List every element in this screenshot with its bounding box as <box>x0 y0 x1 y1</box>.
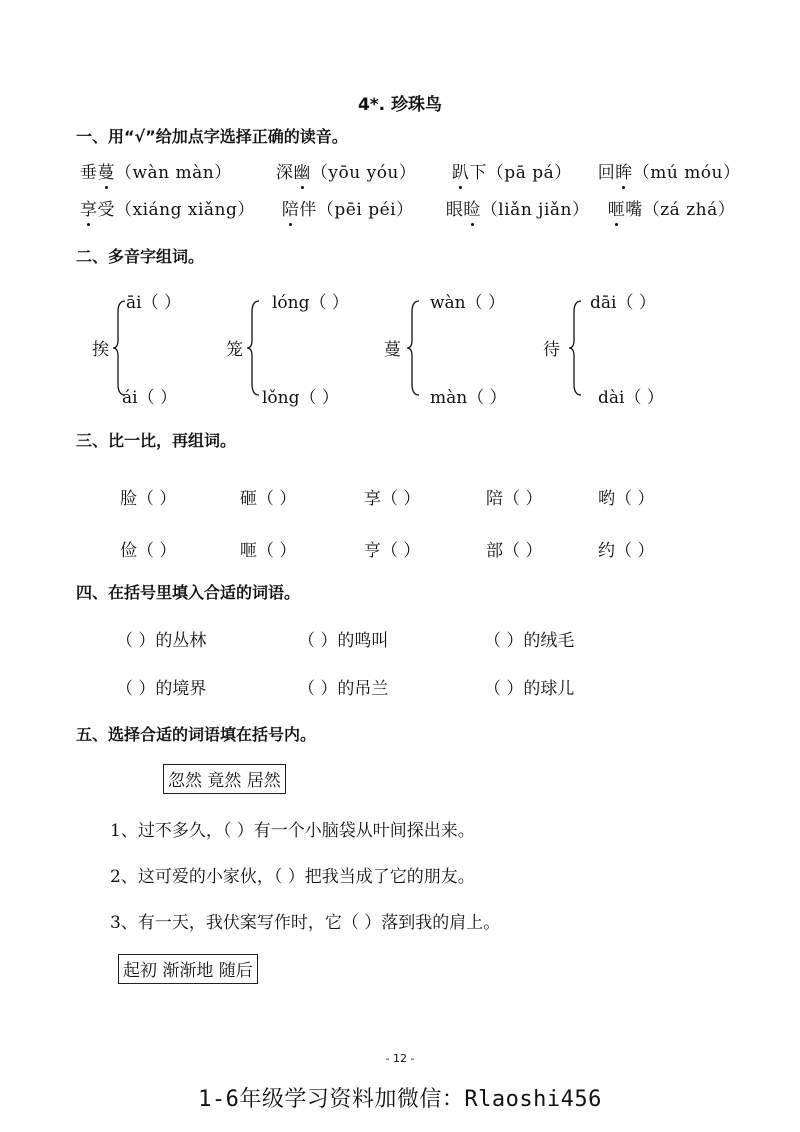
polyphone-bottom: màn（ ） <box>430 388 507 408</box>
compare-item: 砸（ ） <box>240 489 297 509</box>
compare-item: 亨（ ） <box>364 541 421 561</box>
s1-item: 趴下（pā pá） <box>451 163 572 183</box>
compare-item: 部（ ） <box>486 541 543 561</box>
compare-item: 脸（ ） <box>120 489 177 509</box>
page-number: - 12 - <box>385 1052 415 1065</box>
brace-icon <box>406 300 420 396</box>
polyphone-char: 待 <box>543 340 560 360</box>
s1-row-1 <box>80 158 741 183</box>
polyphone-top: āi（ ） <box>126 293 181 313</box>
compare-item: 哟（ ） <box>598 489 655 509</box>
page-title: 4*. 珍珠鸟 <box>357 95 443 115</box>
s1-item: 深幽（yōu yóu） <box>275 163 417 183</box>
word-bank-2: 起初 渐渐地 随后 <box>118 954 258 984</box>
fill-phrase: （ ）的境界 <box>116 679 207 699</box>
polyphone-bottom: dài（ ） <box>598 388 664 408</box>
polyphone-bottom: ái（ ） <box>122 388 177 408</box>
polyphone-char: 挨 <box>92 340 109 360</box>
brace-icon <box>246 300 260 396</box>
brace-icon <box>568 300 582 396</box>
footer-note: 1-6年级学习资料加微信：Rlaoshi456 <box>198 1087 602 1112</box>
compare-item: 俭（ ） <box>120 541 177 561</box>
fill-phrase: （ ）的球儿 <box>484 679 575 699</box>
fill-phrase: （ ）的吊兰 <box>298 679 389 699</box>
section-5-heading: 五、选择合适的词语填在括号内。 <box>76 725 317 744</box>
sentence-1: 1、过不多久，（ ）有一个小脑袋从叶间探出来。 <box>110 821 475 841</box>
compare-item: 享（ ） <box>364 489 421 509</box>
s1-item: 眼睑（liǎn jiǎn） <box>445 200 590 220</box>
section-1-heading: 一、用“√”给加点字选择正确的读音。 <box>76 127 348 146</box>
polyphone-top: lóng（ ） <box>272 293 349 313</box>
s1-item: 垂蔓（wàn màn） <box>80 163 232 183</box>
compare-item: 约（ ） <box>598 541 655 561</box>
polyphone-top: wàn（ ） <box>430 293 506 313</box>
compare-item: 陪（ ） <box>486 489 543 509</box>
fill-phrase: （ ）的鸣叫 <box>298 631 389 651</box>
fill-phrase: （ ）的绒毛 <box>484 631 575 651</box>
section-3-heading: 三、比一比，再组词。 <box>76 431 237 450</box>
s1-item: 回眸（mú móu） <box>597 163 741 183</box>
compare-item: 咂（ ） <box>240 541 297 561</box>
word-bank-1: 忽然 竟然 居然 <box>163 764 286 794</box>
s1-row-2 <box>80 195 735 220</box>
section-2-heading: 二、多音字组词。 <box>76 247 205 266</box>
fill-phrase: （ ）的丛林 <box>116 631 207 651</box>
polyphone-char: 笼 <box>226 340 243 360</box>
polyphone-top: dāi（ ） <box>590 293 656 313</box>
section-4-heading: 四、在括号里填入合适的词语。 <box>76 583 301 602</box>
s1-item: 咂嘴（zá zhá） <box>607 200 736 220</box>
polyphone-bottom: lǒng（ ） <box>262 388 339 408</box>
polyphone-char: 蔓 <box>384 340 401 360</box>
brace-icon <box>112 300 126 396</box>
s1-item: 陪伴（pēi péi） <box>281 200 414 220</box>
sentence-3: 3、有一天，我伏案写作时，它（ ）落到我的肩上。 <box>110 913 501 933</box>
s1-item: 享受（xiáng xiǎng） <box>80 200 255 220</box>
sentence-2: 2、这可爱的小家伙，（ ）把我当成了它的朋友。 <box>110 867 475 887</box>
